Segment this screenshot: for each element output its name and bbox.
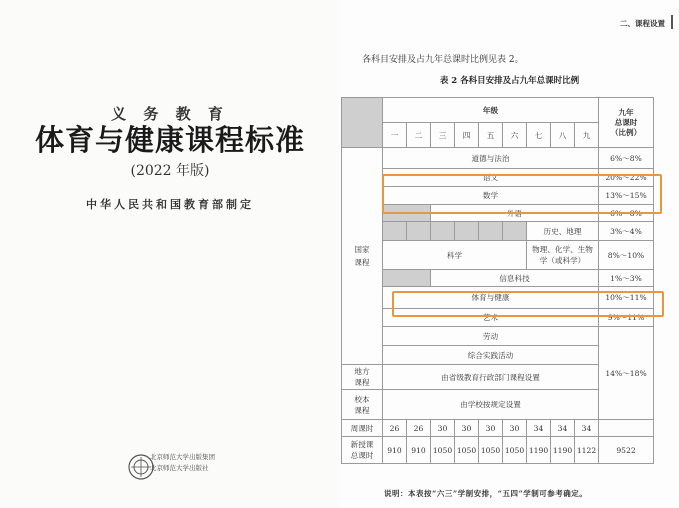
- subject-science: 科学: [383, 241, 527, 270]
- grade-2: 二: [407, 123, 431, 148]
- subject-math: 数学: [383, 187, 599, 205]
- grade-3: 三: [431, 123, 455, 148]
- ratio-morality: 6%～8%: [599, 148, 654, 169]
- weekly-3: 30: [431, 420, 455, 437]
- weekly-4: 30: [455, 420, 479, 437]
- subject-school: 由学校按规定设置: [383, 390, 599, 420]
- grade-6: 六: [503, 123, 527, 148]
- subject-chinese: 语文: [383, 169, 599, 187]
- total-1: 910: [383, 437, 407, 464]
- shaded-cell: [383, 270, 431, 287]
- total-all: 9522: [599, 437, 654, 464]
- issuer-line: 中华人民共和国教育部制定: [86, 198, 254, 211]
- shaded-cell: [479, 222, 503, 241]
- grade-header: 年级: [383, 98, 599, 123]
- edition-label: (2022 年版): [130, 163, 210, 179]
- grade-4: 四: [455, 123, 479, 148]
- weekly-7: 34: [527, 420, 551, 437]
- book-title: 体育与健康课程标准: [34, 123, 305, 157]
- weekly-1: 26: [383, 420, 407, 437]
- subject-it: 信息科技: [431, 270, 599, 287]
- grade-1: 一: [383, 123, 407, 148]
- ratio-history-geo: 3%～4%: [599, 222, 654, 241]
- ratio-science: 8%～10%: [599, 241, 654, 270]
- shaded-cell: [431, 222, 455, 241]
- weekly-label: 周课时: [342, 420, 383, 437]
- total-label: 新授课 总课时: [342, 437, 383, 464]
- shaded-cell: [455, 222, 479, 241]
- total-3: 1050: [431, 437, 455, 464]
- subject-practice: 综合实践活动: [383, 346, 599, 365]
- total-6: 1050: [503, 437, 527, 464]
- total-9: 1122: [575, 437, 599, 464]
- weekly-blank: [599, 420, 654, 437]
- subject-pe: 体育与健康: [383, 287, 599, 309]
- intro-text: 各科目安排及占九年总课时比例见表 2。: [362, 55, 524, 65]
- total-4: 1050: [455, 437, 479, 464]
- subject-morality: 道德与法治: [383, 148, 599, 169]
- grade-7: 七: [527, 123, 551, 148]
- shaded-cell: [503, 222, 527, 241]
- highlight-chinese-math: [382, 174, 662, 214]
- section-header: 二、课程设置: [620, 19, 665, 28]
- weekly-9: 34: [575, 420, 599, 437]
- total-7: 1190: [527, 437, 551, 464]
- highlight-pe: [392, 291, 664, 317]
- subject-arts: 艺术: [383, 309, 599, 327]
- grade-9: 九: [575, 123, 599, 148]
- ratio-pe: 10%～11%: [599, 287, 654, 309]
- table-caption: 表 2 各科目安排及占九年总课时比例: [439, 76, 580, 86]
- category-national: 国家 课程: [342, 148, 383, 365]
- ratio-chinese: 20%～22%: [599, 169, 654, 187]
- section-marker: [671, 15, 673, 29]
- ratio-header: 九年 总课时 （比例）: [599, 98, 654, 148]
- subject-foreign: 外语: [431, 205, 599, 222]
- subject-local: 由省级教育行政部门课程设置: [383, 365, 599, 390]
- ratio-flex: 14%～18%: [599, 327, 654, 420]
- total-5: 1050: [479, 437, 503, 464]
- category-school: 校本 课程: [342, 390, 383, 420]
- table-note: 说明：本表按“六三”学制安排，“五四”学制可参考确定。: [384, 489, 588, 498]
- shaded-cell: [383, 222, 407, 241]
- corner-cell: [342, 98, 383, 148]
- shaded-cell: [407, 222, 431, 241]
- weekly-2: 26: [407, 420, 431, 437]
- series-label: 义 务 教 育: [111, 105, 229, 123]
- category-local: 地方 课程: [342, 365, 383, 390]
- grade-5: 五: [479, 123, 503, 148]
- subject-labor: 劳动: [383, 327, 599, 346]
- weekly-5: 30: [479, 420, 503, 437]
- course-table: [341, 97, 654, 464]
- publisher-group-name: 北京师范大学出版集团: [150, 453, 215, 461]
- weekly-8: 34: [551, 420, 575, 437]
- total-2: 910: [407, 437, 431, 464]
- total-8: 1190: [551, 437, 575, 464]
- subject-phys-chem-bio: 物理、化学、生物 学（或科学）: [527, 241, 599, 270]
- subject-history-geo: 历史、地理: [527, 222, 599, 241]
- grade-8: 八: [551, 123, 575, 148]
- weekly-6: 30: [503, 420, 527, 437]
- ratio-it: 1%～3%: [599, 270, 654, 287]
- ratio-foreign: 6%～8%: [599, 205, 654, 222]
- ratio-arts: 9%～11%: [599, 309, 654, 327]
- publisher-name: 北京师范大学出版社: [150, 464, 209, 472]
- ratio-math: 13%～15%: [599, 187, 654, 205]
